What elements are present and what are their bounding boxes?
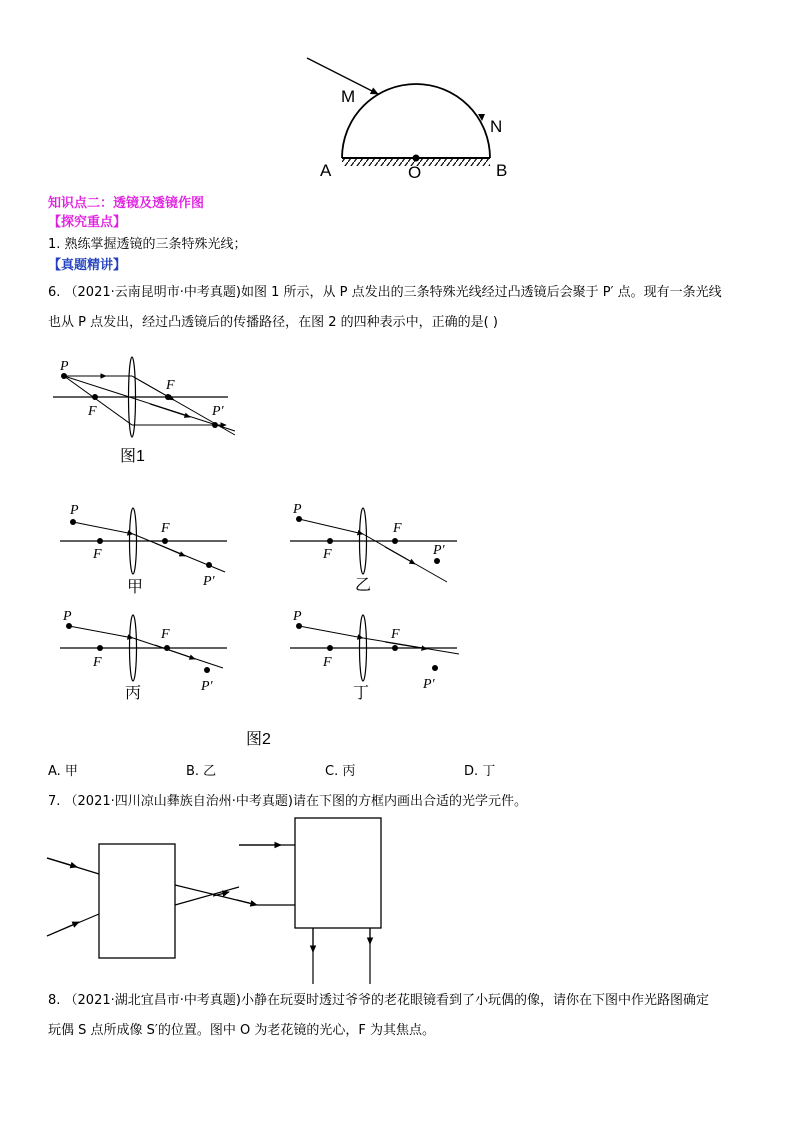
label-f-left: F — [323, 547, 332, 562]
label-p-prime: P′ — [203, 574, 215, 589]
figure-2-panel-ding — [285, 608, 465, 703]
point-o — [413, 155, 420, 162]
label-a: A — [320, 161, 332, 180]
ray-in — [73, 522, 133, 534]
label-p: P — [293, 609, 302, 624]
point-p-prime — [206, 562, 212, 568]
figure-2-panel-yi — [285, 500, 465, 595]
label-f-left: F — [93, 547, 102, 562]
label-p-prime: P′ — [212, 404, 224, 419]
q8-line2: 玩偶 S 点所成像 S′的位置。图中 O 为老花镜的光心，F 为其焦点。 — [48, 1023, 435, 1038]
q6-line2: 也从 P 点发出，经过凸透镜后的传播路径，在图 2 的四种表示中，正确的是( ) — [48, 315, 498, 330]
point-f-left — [97, 538, 103, 544]
caption-yi: 乙 — [355, 577, 372, 594]
label-f-right: F — [161, 627, 170, 642]
point-f-left — [97, 645, 103, 651]
exam-tag: 【真题精讲】 — [48, 258, 127, 273]
option-d: D. 丁 — [464, 764, 496, 779]
q6-line1: 6. （2021·云南昆明市·中考真题)如图 1 所示，从 P 点发出的三条特殊光线经过凸透镜后会聚于 P′ 点。现有一条光线 — [48, 285, 722, 300]
semicircle-arc — [342, 84, 490, 158]
caption-ding: 丁 — [353, 685, 370, 702]
option-c: C. 丙 — [325, 764, 356, 779]
left-ray-out-2 — [175, 887, 239, 905]
option-b: B. 乙 — [186, 764, 217, 779]
point-p-prime — [432, 665, 438, 671]
label-b: B — [496, 161, 508, 180]
point-f-right — [392, 538, 398, 544]
option-a: A. 甲 — [48, 764, 78, 779]
figure-2-panel-jia — [55, 500, 235, 595]
point-f-left — [327, 645, 333, 651]
section-heading: 知识点二：透镜及透镜作图 — [48, 196, 205, 211]
label-m: M — [341, 87, 356, 106]
q7-figure — [45, 812, 395, 990]
ray-out-arrow — [155, 543, 185, 556]
point-f-right — [392, 645, 398, 651]
label-p: P — [293, 502, 302, 517]
label-f-right: F — [391, 627, 400, 642]
label-o: O — [408, 163, 422, 182]
label-p-prime: P′ — [433, 543, 445, 558]
figure-2-panel-bing — [55, 608, 235, 703]
label-p: P — [60, 359, 69, 374]
left-ray-in-top-arrow — [47, 858, 77, 867]
caption-bing: 丙 — [125, 685, 142, 702]
caption-jia: 甲 — [127, 579, 144, 595]
figure-2-title: 图2 — [246, 731, 271, 748]
point-p-prime — [212, 422, 218, 428]
label-f-right: F — [393, 521, 402, 536]
label-p-prime: P′ — [423, 677, 435, 692]
label-p-prime: P′ — [201, 679, 213, 694]
point-p — [70, 519, 76, 525]
key-points-tag: 【探究重点】 — [48, 215, 127, 230]
ray-in — [299, 519, 363, 534]
label-f-right: F — [166, 378, 175, 393]
ray-in — [69, 626, 133, 638]
left-box — [99, 844, 175, 958]
point-f-right — [164, 645, 170, 651]
left-ray-in-bottom-arrow — [47, 922, 79, 936]
right-box — [295, 818, 381, 928]
ray-in — [299, 626, 363, 638]
point-f-right — [165, 394, 171, 400]
point-p-prime — [434, 558, 440, 564]
q7-text: 7. （2021·四川凉山彝族自治州·中考真题)请在下图的方框内画出合适的光学元件。 — [48, 794, 527, 809]
semicircle-mirror-figure — [300, 50, 530, 185]
figure-1-caption: 图1 — [120, 448, 145, 465]
point-p-prime — [204, 667, 210, 673]
figure-1 — [50, 355, 250, 470]
label-f-right: F — [161, 521, 170, 536]
label-n: N — [490, 117, 503, 136]
label-f-left: F — [93, 655, 102, 670]
ray-out-arrow — [385, 547, 415, 564]
label-f-left: F — [88, 404, 97, 419]
key-point-1: 1. 熟练掌握透镜的三条特殊光线； — [48, 237, 247, 252]
ray-focus-in — [64, 376, 132, 425]
point-f-right — [162, 538, 168, 544]
right-ray-in-mid — [237, 900, 257, 905]
ray-out-arrow — [155, 645, 195, 659]
q8-line1: 8. （2021·湖北宜昌市·中考真题)小静在玩耍时透过爷爷的老花眼镜看到了小玩偶的像，请你在下图中作光路图确定 — [48, 993, 709, 1008]
label-p: P — [63, 609, 72, 624]
label-f-left: F — [323, 655, 332, 670]
point-f-left — [92, 394, 98, 400]
label-p: P — [70, 503, 79, 518]
point-f-left — [327, 538, 333, 544]
